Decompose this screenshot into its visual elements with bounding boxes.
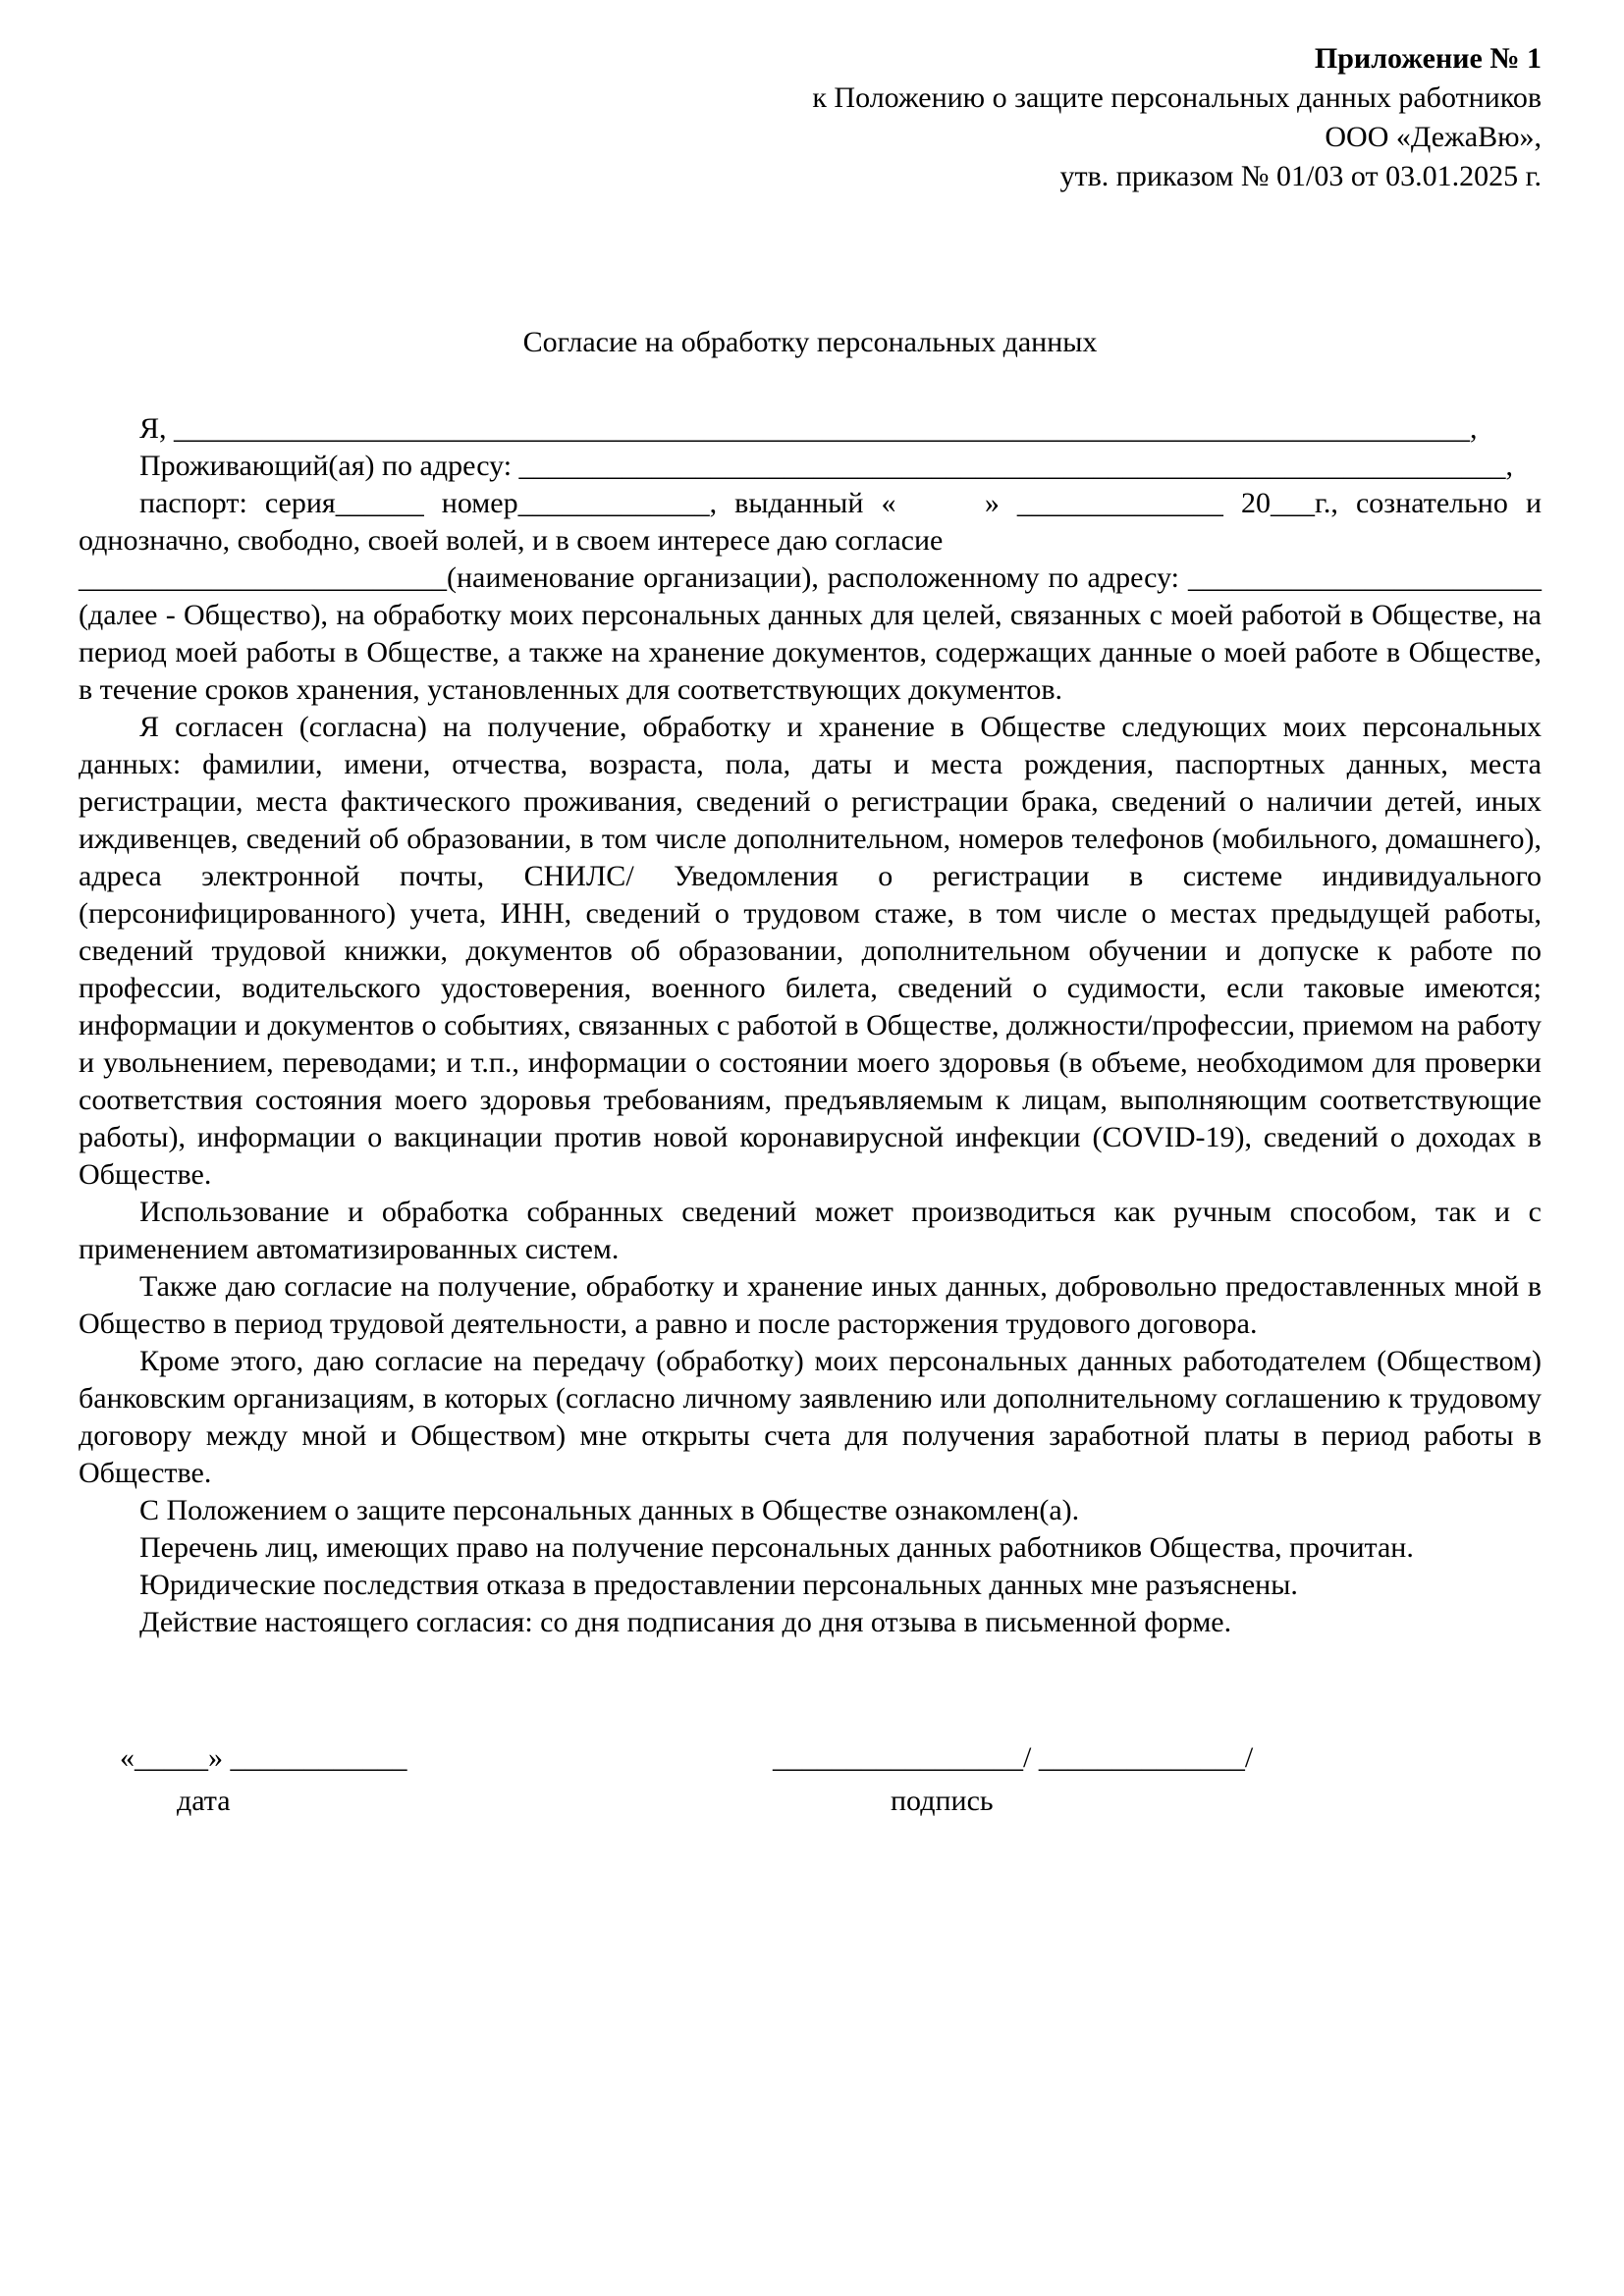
paragraph-legal-consequences: Юридические последствия отказа в предоставлении персональных данных мне разъяснены. xyxy=(139,1569,1298,1601)
paragraph-intro-name: Я, ________________________________________________________________________________________, xyxy=(139,412,1478,445)
paragraph-intro-address: Проживающий(ая) по адресу: ___________________________________________________________________, xyxy=(139,450,1514,482)
header-appendix-number: Приложение № 1 xyxy=(1314,42,1542,75)
paragraph-other-data: Также даю согласие на получение, обработку и хранение иных данных, добровольно предоставленных мной в Общество в период трудовой деятельности, а равно и после расторжения трудового договора. xyxy=(79,1270,1542,1340)
paragraph-bank-transfer: Кроме этого, даю согласие на передачу (обработку) моих персональных данных работодателем (Обществом) банковским организациям, в которых (согласно личному заявлению или дополнительному соглашению к трудовому договору между мной и Обществом) мне открыты счета для получения заработной платы в период работы в Обществе. xyxy=(79,1345,1542,1489)
document-body xyxy=(79,410,1542,1641)
signature-sign-label: подпись xyxy=(891,1785,994,1817)
signature-date-label: дата xyxy=(177,1785,231,1817)
paragraph-processing-method: Использование и обработка собранных сведений может производиться как ручным способом, так и с применением автоматизированных систем. xyxy=(79,1196,1542,1265)
document-title: Согласие на обработку персональных данных xyxy=(522,326,1098,358)
paragraph-policy-acknowledged: С Положением о защите персональных данных в Обществе ознакомлен(а). xyxy=(139,1494,1080,1526)
paragraph-persons-list: Перечень лиц, имеющих право на получение персональных данных работников Общества, прочитан. xyxy=(139,1531,1414,1564)
signature-block xyxy=(79,1739,1542,1838)
paragraph-intro-passport: паспорт: серия______ номер_____________, выданный « » ______________ 20___г., сознательно и однозначно, свободно, своей волей, и в своем интересе даю согласие xyxy=(79,487,1542,557)
paragraph-consent-scope: Я согласен (согласна) на получение, обработку и хранение в Обществе следующих моих персональных данных: фамилии, имени, отчества, возраста, пола, даты и места рождения, паспортных данных, места регистрации, места фактического проживания, сведений о регистрации брака, сведений о наличии детей, иных иждивенцев, сведений об образовании, в том числе дополнительном, номеров телефонов (мобильного, домашнего), адреса электронной почты, СНИЛС/ Уведомления о регистрации в системе индивидуального (персонифицированного) учета, ИНН, сведений о трудовом стаже, в том числе о местах предыдущей работы, сведений трудовой книжки, документов об образовании, дополнительном обучении и допуске к работе по профессии, водительского удостоверения, военного билета, сведений о судимости, если таковые имеются; информации и документов о событиях, связанных с работой в Обществе, должности/профессии, приемом на работу и увольнением, переводами; и т.п., информации о состоянии моего здоровья (в объеме, необходимом для проверки соответствия состояния моего здоровья требованиям, предъявляемым к лицам, выполняющим соответствующие работы), информации о вакцинации против новой коронавирусной инфекции (COVID-19), сведений о доходах в Обществе. xyxy=(79,711,1542,1191)
header-company-name: ООО «ДежаВю», xyxy=(1325,121,1542,153)
header-approval-order: утв. приказом № 01/03 от 03.01.2025 г. xyxy=(1059,160,1542,192)
paragraph-validity: Действие настоящего согласия: со дня подписания до дня отзыва в письменной форме. xyxy=(139,1606,1232,1638)
header-note xyxy=(79,39,1542,196)
signature-sign-blank: _________________/ ______________/ xyxy=(773,1741,1254,1774)
header-regulation-reference: к Положению о защите персональных данных работников xyxy=(812,81,1542,114)
signature-date-blank: «_____» ____________ xyxy=(120,1741,407,1774)
paragraph-organization: _________________________(наименование организации), расположенному по адресу: ________________________ (далее - Общество), на обработку моих персональных данных для целей, связанных с моей работой в Обществе, на период моей работы в Обществе, а также на хранение документов, содержащих данные о моей работе в Обществе, в течение сроков хранения, установленных для соответствующих документов. xyxy=(79,561,1542,706)
